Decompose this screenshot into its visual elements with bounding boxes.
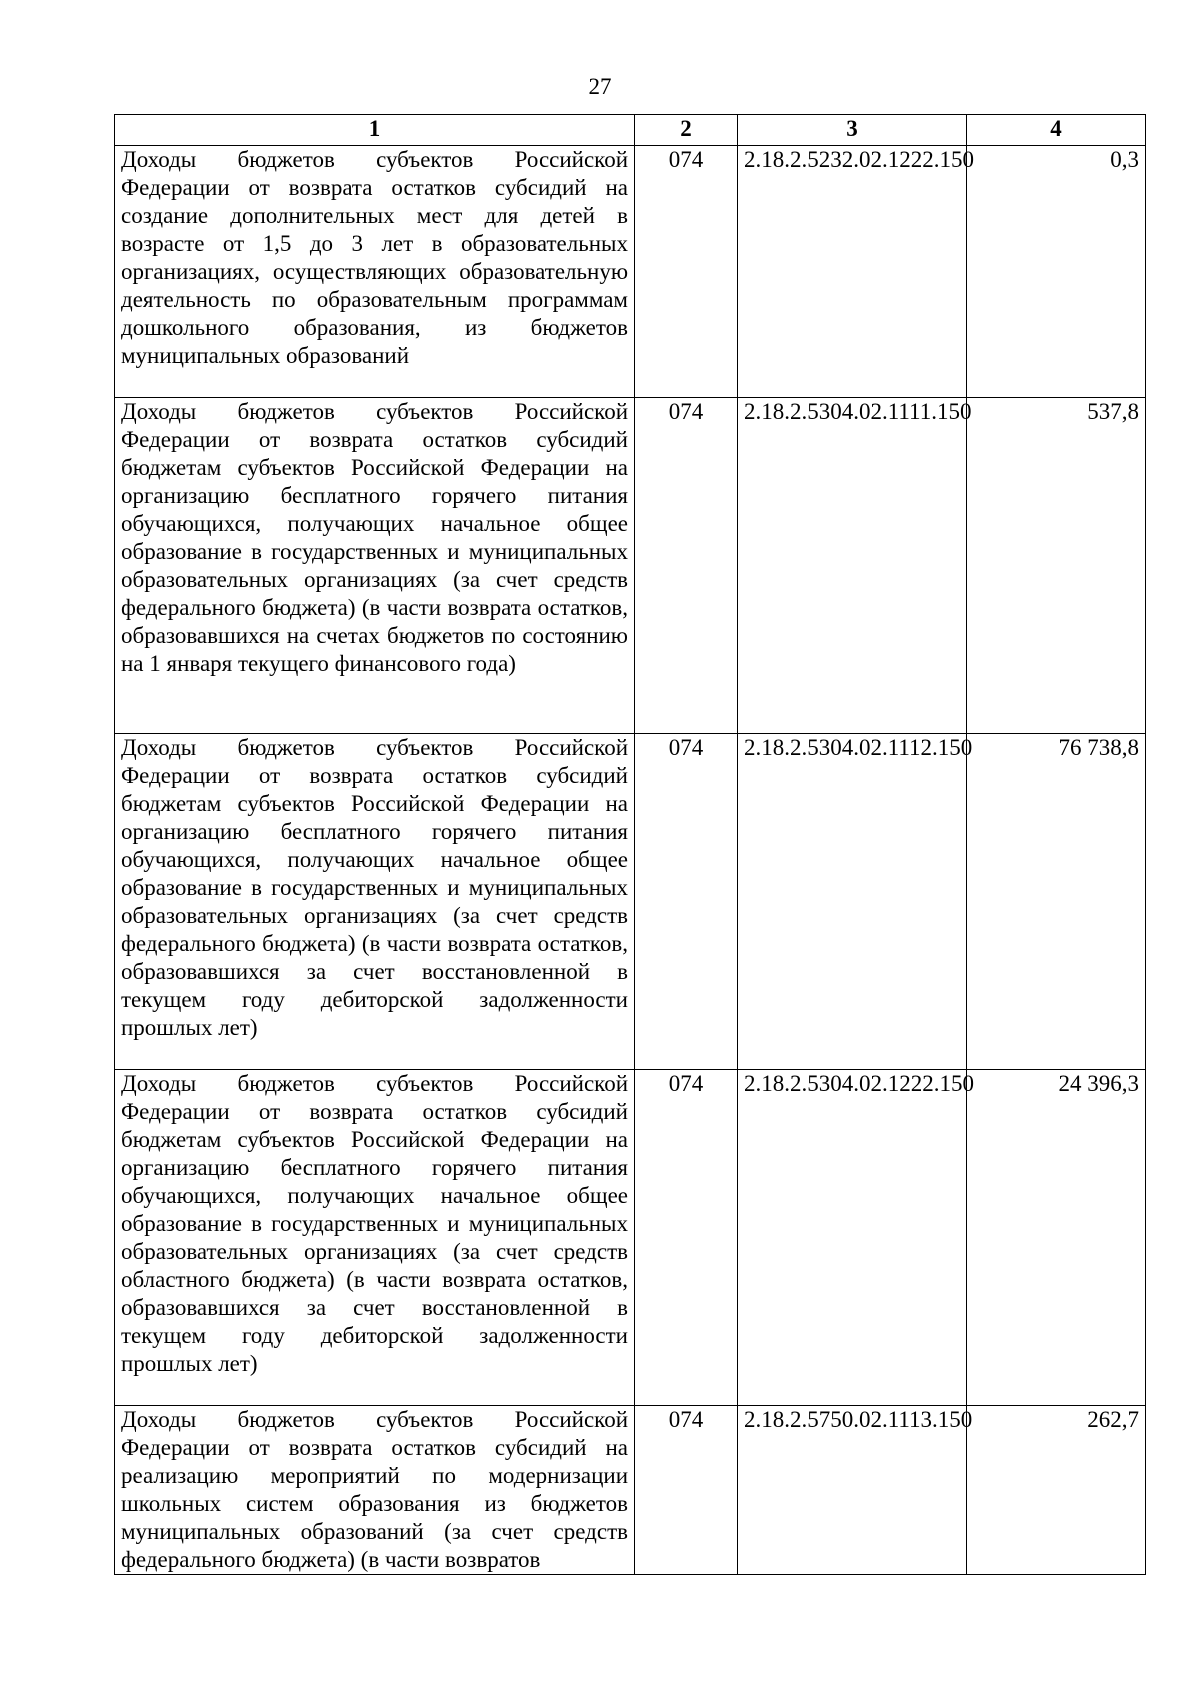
amount-value: 24 396,3 — [967, 1070, 1146, 1406]
table-row — [115, 398, 1146, 734]
column-header-4: 4 — [967, 115, 1146, 146]
classification-code: 2.18.2.5750.02.1113.150 — [738, 1406, 967, 1575]
administrator-code: 074 — [635, 734, 738, 1070]
revenue-description: Доходы бюджетов субъектов Российской Федерации от возврата остатков субсидий на реализацию мероприятий по модернизации школьных систем образования из бюджетов муниципальных образований (за счет средств федерального бюджета) (в части возвратов — [115, 1406, 635, 1575]
column-header-2: 2 — [635, 115, 738, 146]
classification-code: 2.18.2.5232.02.1222.150 — [738, 146, 967, 398]
classification-code: 2.18.2.5304.02.1111.150 — [738, 398, 967, 734]
amount-value: 537,8 — [967, 398, 1146, 734]
classification-code: 2.18.2.5304.02.1112.150 — [738, 734, 967, 1070]
revenue-description: Доходы бюджетов субъектов Российской Федерации от возврата остатков субсидий на создание дополнительных мест для детей в возрасте от 1,5 до 3 лет в образовательных организациях, осуществляющих образовательную деятельность по образовательным программам дошкольного образования, из бюджетов муниципальных образований — [115, 146, 635, 398]
revenue-description: Доходы бюджетов субъектов Российской Федерации от возврата остатков субсидий бюджетам субъектов Российской Федерации на организацию бесплатного горячего питания обучающихся, получающих начальное общее образование в государственных и муниципальных образовательных организациях (за счет средств областного бюджета) (в части возврата остатков, образовавшихся за счет восстановленной в текущем году дебиторской задолженности прошлых лет) — [115, 1070, 635, 1406]
amount-value: 0,3 — [967, 146, 1146, 398]
administrator-code: 074 — [635, 146, 738, 398]
classification-code: 2.18.2.5304.02.1222.150 — [738, 1070, 967, 1406]
column-header-3: 3 — [738, 115, 967, 146]
administrator-code: 074 — [635, 1070, 738, 1406]
table-row — [115, 1406, 1146, 1575]
revenue-description: Доходы бюджетов субъектов Российской Федерации от возврата остатков субсидий бюджетам субъектов Российской Федерации на организацию бесплатного горячего питания обучающихся, получающих начальное общее образование в государственных и муниципальных образовательных организациях (за счет средств федерального бюджета) (в части возврата остатков, образовавшихся на счетах бюджетов по состоянию на 1 января текущего финансового года) — [115, 398, 635, 734]
revenue-description: Доходы бюджетов субъектов Российской Федерации от возврата остатков субсидий бюджетам субъектов Российской Федерации на организацию бесплатного горячего питания обучающихся, получающих начальное общее образование в государственных и муниципальных образовательных организациях (за счет средств федерального бюджета) (в части возврата остатков, образовавшихся за счет восстановленной в текущем году дебиторской задолженности прошлых лет) — [115, 734, 635, 1070]
column-header-1: 1 — [115, 115, 635, 146]
amount-value: 76 738,8 — [967, 734, 1146, 1070]
administrator-code: 074 — [635, 1406, 738, 1575]
administrator-code: 074 — [635, 398, 738, 734]
table-row — [115, 734, 1146, 1070]
amount-value: 262,7 — [967, 1406, 1146, 1575]
table-row — [115, 1070, 1146, 1406]
table-row — [115, 146, 1146, 398]
budget-revenue-table — [114, 114, 1146, 1575]
table-header-row — [115, 115, 1146, 146]
page-number: 27 — [588, 74, 612, 99]
